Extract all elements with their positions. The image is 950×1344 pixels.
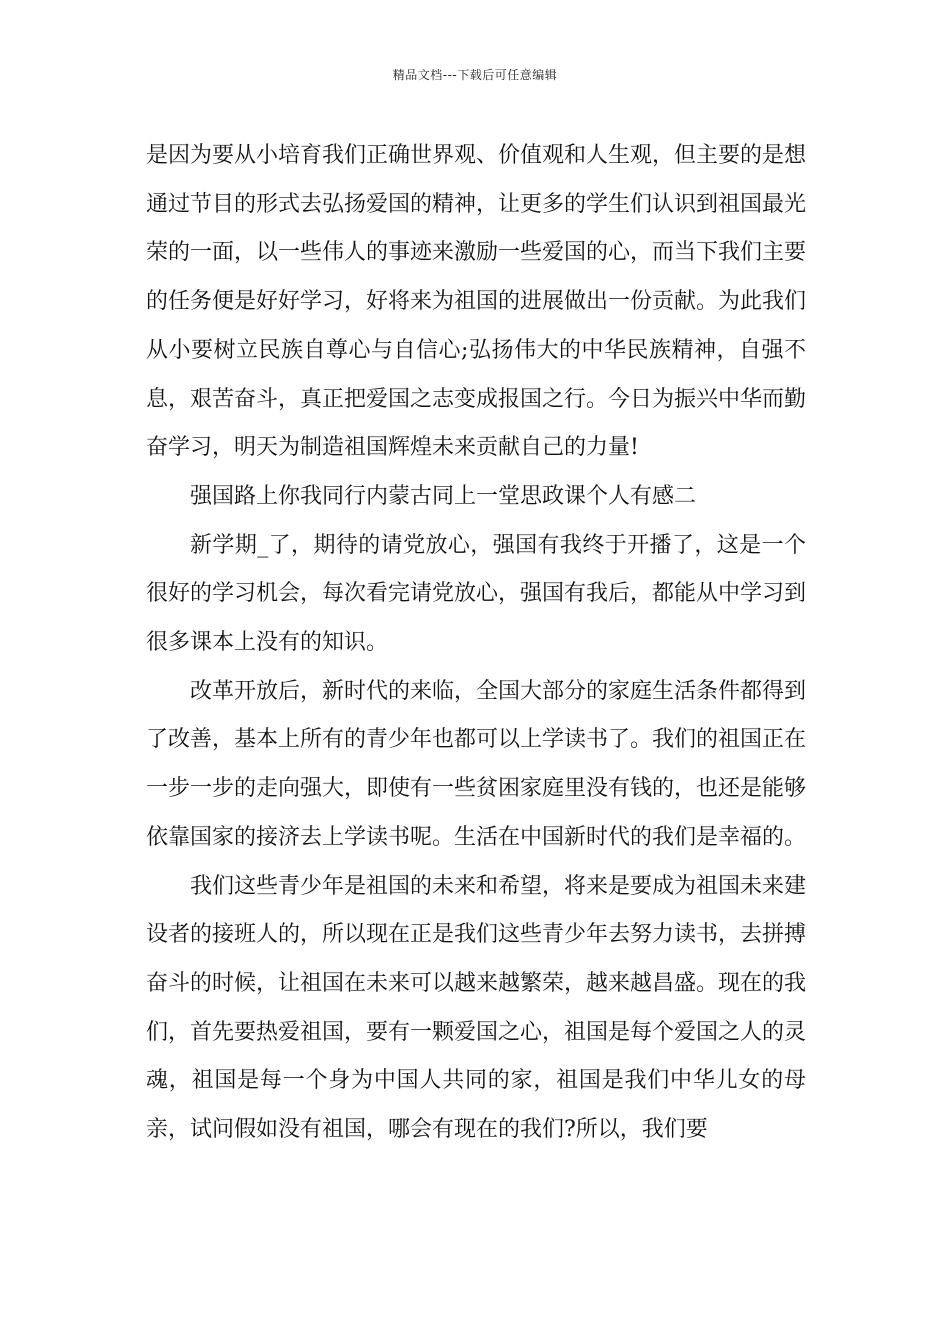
body-paragraph: 我们这些青少年是祖国的未来和希望，将来是要成为祖国未来建设者的接班人的，所以现在正是我们这些青少年去努力读书，去拼搏奋斗的时候，让祖国在未来可以越来越繁荣，越来越昌盛。现在的我们，首先要热爱祖国，要有一颗爱国之心，祖国是每个爱国之人的灵魂，祖国是每一个身为中国人共同的家，祖国是我们中华儿女的母亲，试问假如没有祖国，哪会有现在的我们?所以，我们要 — [146, 873, 807, 1143]
document-body — [146, 132, 806, 1155]
body-paragraph: 是因为要从小培育我们正确世界观、价值观和人生观，但主要的是想通过节目的形式去弘扬爱国的精神，让更多的学生们认识到祖国最光荣的一面，以一些伟人的事迹来激励一些爱国的心，而当下我们主要的任务便是好好学习，好将来为祖国的进展做出一份贡献。为此我们从小要树立民族自尊心与自信心;弘扬伟大的中华民族精神，自强不息，艰苦奋斗，真正把爱国之志变成报国之行。今日为振兴中华而勤奋学习，明天为制造祖国辉煌未来贡献自己的力量! — [146, 143, 807, 461]
body-paragraph: 新学期_了，期待的请党放心，强国有我终于开播了，这是一个很好的学习机会，每次看完请党放心，强国有我后，都能从中学习到很多课本上没有的知识。 — [146, 532, 807, 656]
page-header: 精品文档---下载后可任意编辑 — [392, 68, 558, 82]
section-heading: 强国路上你我同行内蒙古同上一堂思政课个人有感二 — [190, 483, 697, 509]
body-paragraph: 改革开放后，新时代的来临，全国大部分的家庭生活条件都得到了改善，基本上所有的青少年也都可以上学读书了。我们的祖国正在一步一步的走向强大，即使有一些贫困家庭里没有钱的，也还是能够依靠国家的接济去上学读书呢。生活在中国新时代的我们是幸福的。 — [146, 678, 807, 850]
